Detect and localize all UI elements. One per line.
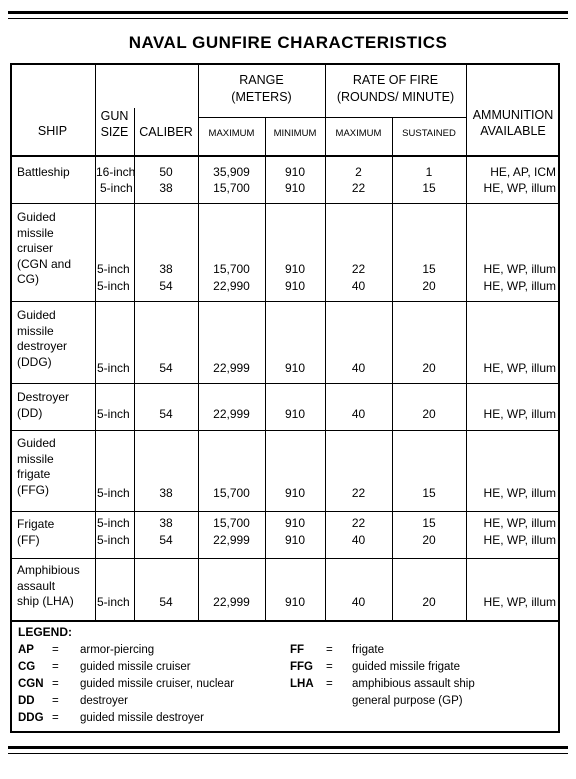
- legend-item: DD = destroyer: [18, 695, 128, 707]
- caliber: 38: [159, 486, 173, 500]
- range-max: 22,999: [213, 407, 250, 421]
- range-min: 910: [284, 407, 306, 421]
- row-rule: [10, 558, 560, 559]
- range-max: 22,999: [213, 533, 250, 547]
- caliber: 38: [159, 262, 173, 276]
- caliber: 54: [159, 407, 173, 421]
- header-size: SIZE: [100, 125, 129, 139]
- rate-sustained: 20: [422, 533, 436, 547]
- range-min: 910: [284, 486, 306, 500]
- caliber: 38: [159, 516, 173, 530]
- gun-size: 5-inch: [97, 595, 130, 609]
- range-max: 35,909: [213, 165, 250, 179]
- rate-max: 40: [351, 533, 366, 547]
- rate-sustained: 15: [422, 181, 436, 195]
- ship-name: Destroyer (DD): [17, 390, 70, 420]
- legend-item: LHA = amphibious assault ship: [290, 678, 475, 690]
- rate-max: 22: [351, 516, 366, 530]
- legend-item: general purpose (GP): [352, 695, 463, 707]
- rate-sustained: 20: [422, 407, 436, 421]
- rate-sustained: 1: [425, 165, 433, 179]
- caliber: 50: [159, 165, 173, 179]
- ammunition: HE, WP, illum: [483, 361, 556, 375]
- header-available: AVAILABLE: [480, 124, 546, 138]
- ship-name: Guided missile cruiser (CGN and CG): [17, 210, 72, 286]
- range-min: 910: [284, 533, 306, 547]
- gun-size: 5-inch: [97, 516, 130, 530]
- header-sub-rule: [198, 117, 466, 118]
- rate-max: 22: [351, 262, 366, 276]
- legend-item: DDG = guided missile destroyer: [18, 712, 205, 724]
- legend-item: FFG = guided missile frigate: [290, 661, 461, 673]
- range-min: 910: [284, 595, 306, 609]
- legend-rule: [10, 620, 560, 622]
- row-rule: [10, 430, 560, 431]
- gun-size: 5-inch: [97, 279, 130, 293]
- range-max: 15,700: [213, 486, 250, 500]
- rate-sustained: 15: [422, 516, 436, 530]
- rate-max: 40: [351, 361, 366, 375]
- rate-max: 40: [351, 279, 366, 293]
- range-min: 910: [284, 361, 306, 375]
- legend-title: LEGEND:: [18, 625, 72, 639]
- range-max: 15,700: [213, 516, 250, 530]
- range-max: 22,999: [213, 595, 250, 609]
- rate-sustained: 15: [422, 262, 436, 276]
- range-max: 15,700: [213, 181, 250, 195]
- gun-size: 5-inch: [97, 533, 130, 547]
- row-rule: [10, 301, 560, 302]
- ship-name: Guided missile destroyer (DDG): [17, 308, 68, 369]
- page-title: NAVAL GUNFIRE CHARACTERISTICS: [128, 33, 448, 52]
- ammunition: HE, WP, illum: [483, 407, 556, 421]
- caliber: 54: [159, 279, 173, 293]
- gun-size: 5-inch: [97, 407, 130, 421]
- range-min: 910: [284, 262, 306, 276]
- bottom-rule: [8, 746, 568, 749]
- header-rate-max: MAXIMUM: [335, 128, 382, 139]
- ammunition: HE, WP, illum: [483, 279, 556, 293]
- range-min: 910: [284, 181, 306, 195]
- header-range-units: (METERS): [231, 90, 292, 104]
- rate-sustained: 20: [422, 279, 436, 293]
- header-ship: SHIP: [37, 124, 68, 138]
- ammunition: HE, WP, illum: [483, 533, 556, 547]
- ammunition: HE, WP, illum: [483, 486, 556, 500]
- rate-max: 22: [351, 181, 366, 195]
- gun-size: 5-inch: [97, 262, 130, 276]
- range-max: 22,990: [213, 279, 250, 293]
- header-gun: GUN: [100, 109, 129, 123]
- ship-name: Battleship: [17, 165, 70, 179]
- legend-item: CGN = guided missile cruiser, nuclear: [18, 678, 235, 690]
- header-range: RANGE: [239, 73, 284, 87]
- caliber: 38: [159, 181, 173, 195]
- row-rule: [10, 383, 560, 384]
- header-caliber: CALIBER: [139, 125, 193, 139]
- top-rule: [8, 11, 568, 14]
- range-min: 910: [284, 165, 306, 179]
- rate-max: 2: [355, 165, 362, 179]
- header-bottom-rule: [10, 155, 560, 157]
- ammunition: HE, AP, ICM: [490, 165, 556, 179]
- top-rule-thin: [8, 18, 568, 19]
- header-range-min: MINIMUM: [273, 128, 317, 139]
- ship-name: Amphibious assault ship (LHA): [17, 563, 80, 608]
- range-max: 15,700: [213, 262, 250, 276]
- legend-item: CG = guided missile cruiser: [18, 661, 191, 673]
- col-divider: [466, 63, 467, 620]
- legend-item: AP = armor-piercing: [18, 644, 155, 656]
- header-ammunition: AMMUNITION: [472, 108, 554, 122]
- gun-size: 5-inch: [97, 486, 130, 500]
- bottom-rule-thin: [8, 753, 568, 754]
- gun-size: 16-inch: [96, 165, 136, 179]
- ammunition: HE, WP, illum: [483, 516, 556, 530]
- ship-name: Guided missile frigate (FFG): [17, 436, 56, 497]
- caliber: 54: [159, 361, 173, 375]
- ship-name: Frigate (FF): [17, 517, 55, 547]
- rate-max: 22: [351, 486, 366, 500]
- ammunition: HE, WP, illum: [483, 595, 556, 609]
- range-min: 910: [284, 516, 306, 530]
- gun-size: 5-inch: [100, 181, 133, 195]
- rate-sustained: 20: [422, 595, 436, 609]
- legend-item: FF = frigate: [290, 644, 384, 656]
- ammunition: HE, WP, illum: [483, 181, 556, 195]
- caliber: 54: [159, 595, 173, 609]
- rate-max: 40: [351, 595, 366, 609]
- rate-max: 40: [351, 407, 366, 421]
- row-rule: [10, 203, 560, 204]
- header-rate: RATE OF FIRE: [352, 73, 439, 87]
- caliber: 54: [159, 533, 173, 547]
- rate-sustained: 20: [422, 361, 436, 375]
- ammunition: HE, WP, illum: [483, 262, 556, 276]
- header-rate-units: (ROUNDS/ MINUTE): [336, 90, 455, 104]
- gun-size: 5-inch: [97, 361, 130, 375]
- range-max: 22,999: [213, 361, 250, 375]
- rate-sustained: 15: [422, 486, 436, 500]
- range-min: 910: [284, 279, 306, 293]
- row-rule: [10, 511, 560, 512]
- header-rate-sustained: SUSTAINED: [402, 128, 456, 139]
- header-range-max: MAXIMUM: [208, 128, 255, 139]
